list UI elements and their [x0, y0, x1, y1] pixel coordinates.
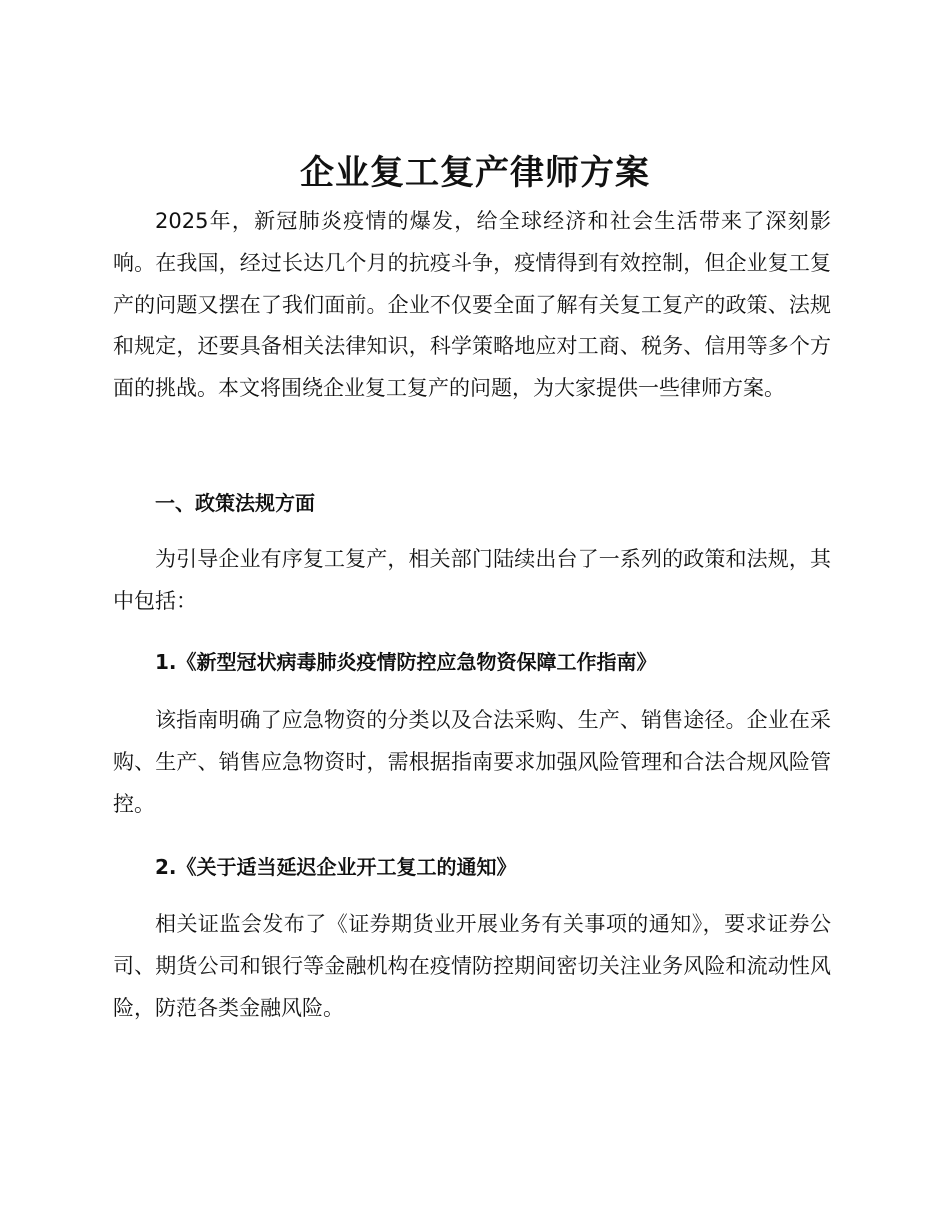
item-paragraph-2: 相关证监会发布了《证券期货业开展业务有关事项的通知》，要求证券公司、期货公司和银行等金融机构在疫情防控期间密切关注业务风险和流动性风险，防范各类金融风险。	[113, 912, 831, 1020]
intro-paragraph: 2025年，新冠肺炎疫情的爆发，给全球经济和社会生活带来了深刻影响。在我国，经过长达几个月的抗疫斗争，疫情得到有效控制，但企业复工复产的问题又摆在了我们面前。企业不仅要全面了解有关复工复产的政策、法规和规定，还要具备相关法律知识，科学策略地应对工商、税务、信用等多个方面的挑战。本文将围绕企业复工复产的问题，为大家提供一些律师方案。	[113, 209, 831, 401]
document-title: 企业复工复产律师方案	[300, 153, 650, 193]
item-heading-1: 1.《新型冠状病毒肺炎疫情防控应急物资保障工作指南》	[155, 650, 657, 674]
section-paragraph-policy: 为引导企业有序复工复产，相关部门陆续出台了一系列的政策和法规，其中包括：	[113, 547, 831, 613]
item-heading-2: 2.《关于适当延迟企业开工复工的通知》	[155, 855, 517, 879]
item-paragraph-1: 该指南明确了应急物资的分类以及合法采购、生产、销售途径。企业在采购、生产、销售应急物资时，需根据指南要求加强风险管理和合法合规风险管控。	[113, 708, 831, 816]
section-heading-policy: 一、政策法规方面	[155, 491, 315, 515]
